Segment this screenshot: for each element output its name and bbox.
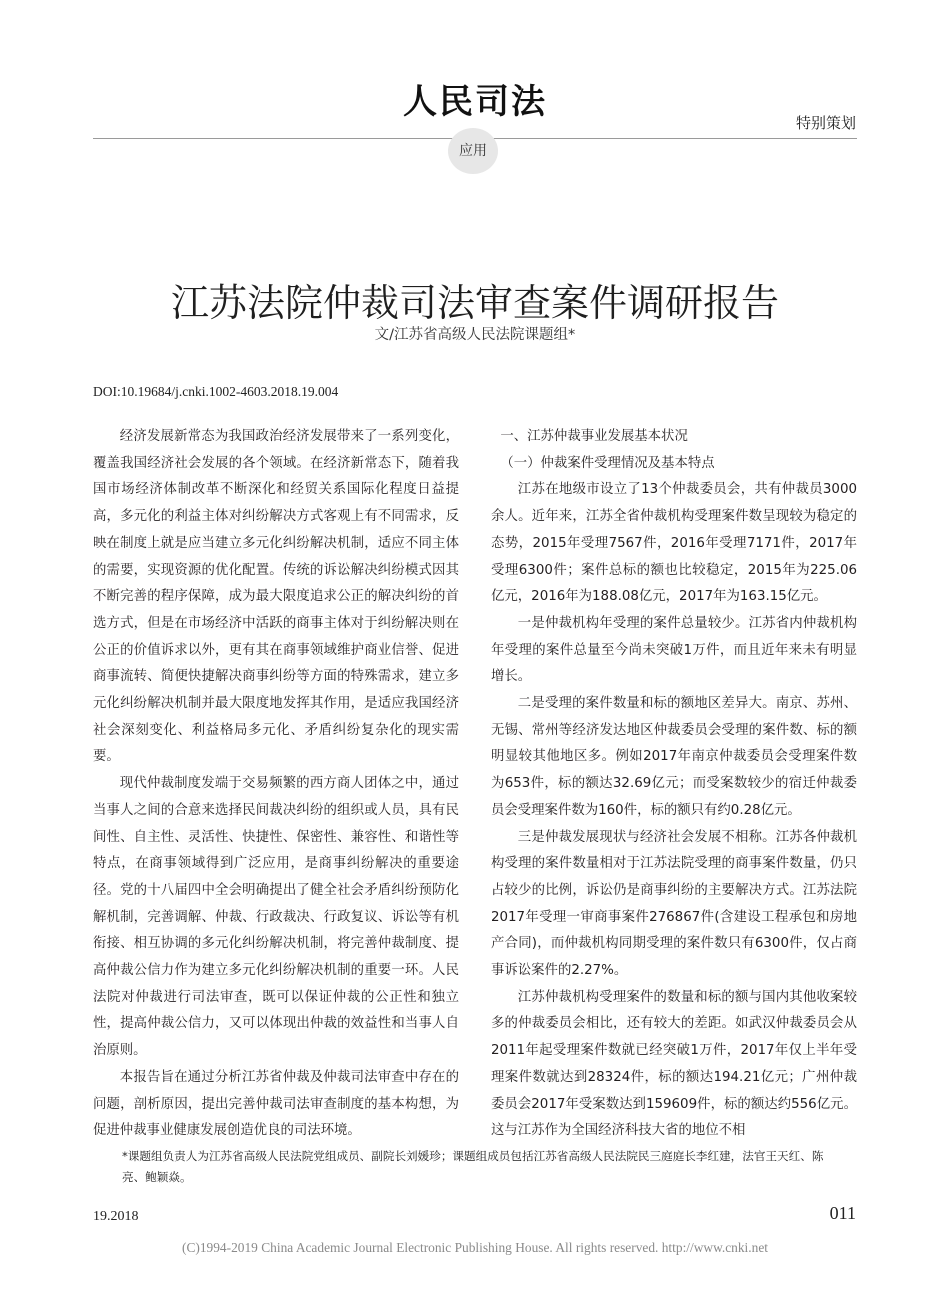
body-paragraph: 现代仲裁制度发端于交易频繁的西方商人团体之中，通过当事人之间的合意来选择民间裁决纠纷的组织或人员，具有民间性、自主性、灵活性、快捷性、保密性、兼容性、和谐性等特点，在商事领域得到广泛应用，是商事纠纷解决的重要途径。党的十八届四中全会明确提出了健全社会矛盾纠纷预防化解机制，完善调解、仲裁、行政裁决、行政复议、诉讼等有机衔接、相互协调的多元化纠纷解决机制，将完善仲裁制度、提高仲裁公信力作为建立多元化纠纷解决机制的重要一环。人民法院对仲裁进行司法审查，既可以保证仲裁的公正性和独立性，提高仲裁公信力，又可以体现出仲裁的效益性和当事人自治原则。 [93, 776, 459, 1059]
body-paragraph: 二是受理的案件数量和标的额地区差异大。南京、苏州、无锡、常州等经济发达地区仲裁委员会受理的案件数、标的额明显较其他地区多。例如2017年南京仲裁委员会受理案件数为653件，标的额达32.69亿元；而受案数较少的宿迁仲裁委员会受理案件数为160件，标的额只有约0.28亿元。 [491, 696, 857, 818]
body-paragraph: 本报告旨在通过分析江苏省仲裁及仲裁司法审查中存在的问题，剖析原因，提出完善仲裁司法审查制度的基本构想，为促进仲裁事业健康发展创造优良的司法环境。 [93, 1069, 459, 1139]
body-paragraph: 三是仲裁发展现状与经济社会发展不相称。江苏各仲裁机构受理的案件数量相对于江苏法院受理的商事案件数量，仍只占较少的比例，诉讼仍是商事纠纷的主要解决方式。江苏法院2017年受理一审商事案件276867件(含建设工程承包和房地产合同)，而仲裁机构同期受理的案件数只有6300件，仅占商事诉讼案件的2.27%。 [491, 829, 857, 979]
journal-masthead: 人民司法 [403, 82, 547, 122]
left-column [93, 424, 459, 1145]
body-paragraph: 江苏仲裁机构受理案件的数量和标的额与国内其他收案较多的仲裁委员会相比，还有较大的差距。如武汉仲裁委员会从2011年起受理案件数就已经突破1万件，2017年仅上半年受理案件数就达到28324件，标的额达194.21亿元；广州仲裁委员会2017年受案数达到159609件，标的额达约556亿元。这与江苏作为全国经济科技大省的地位不相 [491, 989, 857, 1139]
copyright-watermark: (C)1994-2019 China Academic Journal Electronic Publishing House. All rights reserved. http://www.cnki.net [182, 1240, 768, 1255]
section-heading: 一、江苏仲裁事业发展基本状况 [500, 429, 688, 444]
page-number: 011 [829, 1203, 856, 1223]
body-paragraph: 经济发展新常态为我国政治经济发展带来了一系列变化，覆盖我国经济社会发展的各个领域。在经济新常态下，随着我国市场经济体制改革不断深化和经贸关系国际化程度日益提高，多元化的利益主体对纠纷解决方式客观上有不同需求，反映在制度上就是应当建立多元化纠纷解决机制，适应不同主体的需要，实现资源的优化配置。传统的诉讼解决纠纷模式因其不断完善的程序保障，成为最大限度追求公正的解决纠纷的首选方式，但是在市场经济中活跃的商事主体对于纠纷解决则在公正的价值诉求以外，更有其在商事领域维护商业信誉、促进商事流转、简便快捷解决商事纠纷等方面的特殊需求，建立多元化纠纷解决机制并最大限度地发挥其作用，是适应我国经济社会深刻变化、利益格局多元化、矛盾纠纷复杂化的现实需要。 [93, 429, 459, 765]
right-column [491, 424, 857, 1145]
issue-number: 19.2018 [93, 1209, 139, 1224]
article-byline: 文/江苏省高级人民法院课题组* [374, 327, 576, 343]
footnote: *课题组负责人为江苏省高级人民法院党组成员、副院长刘媛珍；课题组成员包括江苏省高级人民法院民三庭庭长李红建，法官王天红、陈亮、鲍颖焱。 [122, 1149, 824, 1184]
body-paragraph: 江苏在地级市设立了13个仲裁委员会，共有仲裁员3000余人。近年来，江苏全省仲裁机构受理案件数呈现较为稳定的态势，2015年受理7567件，2016年受理7171件，2017年受理6300件；案件总标的额也比较稳定，2015年为225.06亿元，2016年为188.08亿元，2017年为163.15亿元。 [491, 482, 857, 605]
category-tag: 应用 [448, 128, 498, 174]
doi: DOI:10.19684/j.cnki.1002-4603.2018.19.004 [93, 384, 339, 399]
section-label: 特别策划 [795, 114, 856, 132]
article-title: 江苏法院仲裁司法审查案件调研报告 [170, 281, 779, 325]
body-paragraph: 一是仲裁机构年受理的案件总量较少。江苏省内仲裁机构年受理的案件总量至今尚未突破1万件，而且近年来未有明显增长。 [491, 615, 857, 685]
subsection-heading: （一）仲裁案件受理情况及基本特点 [500, 455, 715, 471]
